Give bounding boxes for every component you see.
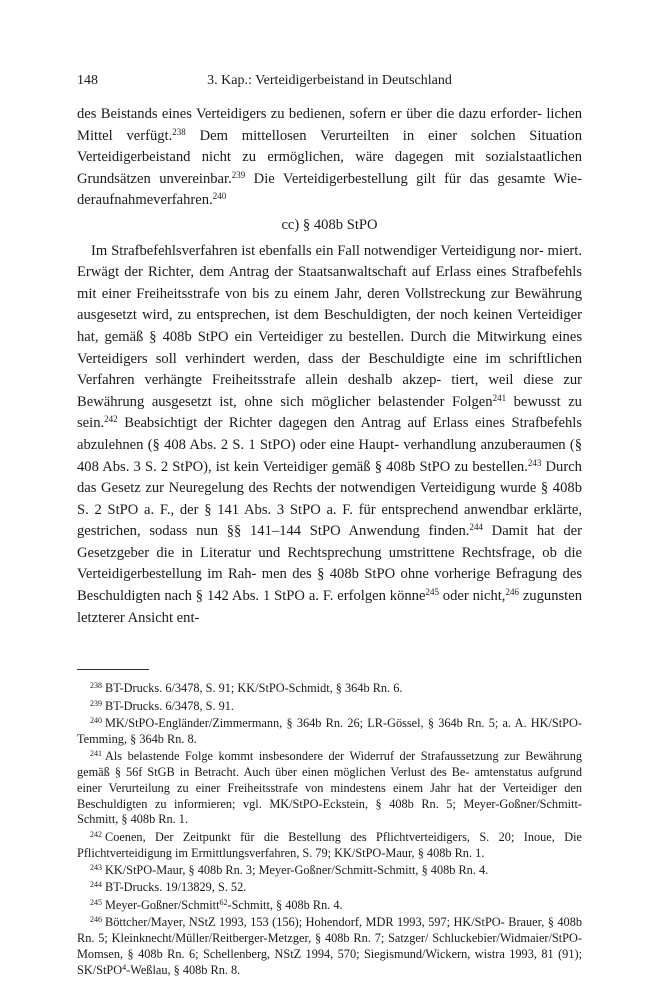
footnote-246: $^{246}$ Böttcher/Mayer, NStZ 1993, 153 (156); Hohendorf, MDR 1993, 597; HK/StPO- Brauer, § 408b Rn. 5; Kleinknecht/Müller/Reitberger-Metzger, § 408b Rn. 7; Satzger/ Schluckebier/Widmaier/StPO-Momsen, § 408b Rn. 6; Schellenberg, NStZ 1994, 570; Siegismund/Wickern, wistra 1993, 81 (91); SK/StPO$^4$-Weßlau, § 408b Rn. 8.: [77, 915, 582, 977]
edition-superscript: 62: [219, 897, 228, 907]
footnote-ref-240[interactable]: 240: [212, 191, 227, 202]
running-title: 3. Kap.: Verteidigerbeistand in Deutschland: [207, 73, 452, 88]
footnote-245: $^{245}$ Meyer-Goßner/Schmitt$^{62}$-Schmitt, § 408b Rn. 4.: [90, 897, 343, 912]
footnote-ref-241[interactable]: 241: [492, 392, 507, 403]
footnote-239: $^{239}$ BT-Drucks. 6/3478, S. 91.: [90, 698, 235, 713]
footnotes: [77, 681, 582, 978]
footnote-ref-239[interactable]: 239: [231, 169, 246, 180]
section-heading: cc) § 408b StPO: [281, 216, 378, 233]
footnote-number: 242: [90, 829, 102, 839]
footnote-ref-244[interactable]: 244: [469, 522, 483, 533]
page-number: 148: [77, 73, 98, 88]
footnote-242: $^{242}$ Coenen, Der Zeitpunkt für die Bestellung des Pflichtverteidigers, S. 20; Inoue, Die Pflichtverteidigung im Ermittlungsverfahren, S. 79; KK/StPO-Maur, § 408b Rn. 1.: [77, 829, 582, 860]
footnote-ref-246[interactable]: 246: [505, 587, 519, 598]
paragraph-1: des Beistands eines Verteidigers zu bedienen, sofern er über die dazu erforder- lichen Mittel verfügt.$^{238}$ Dem mittellosen Verurteilten in einer solchen Situation Verteidigerbeistand nicht zu ermöglichen, wäre dagegen mit sozialstaatlichen Grundsätzen unvereinbar.$^{239}$ Die Verteidigerbestellung gilt für das gesamte Wie- deraufnahmeverfahren.$^{240}$: [77, 106, 582, 209]
footnote-number: 243: [90, 862, 102, 872]
footnote-number: 240: [90, 716, 102, 726]
footnote-number: 238: [90, 681, 102, 691]
footnote-number: 246: [90, 915, 102, 925]
footnote-238: $^{238}$ BT-Drucks. 6/3478, S. 91; KK/StPO-Schmidt, § 364b Rn. 6.: [90, 681, 403, 696]
footnote-ref-243[interactable]: 243: [527, 457, 542, 468]
footnote-240: $^{240}$ MK/StPO-Engländer/Zimmermann, § 364b Rn. 26; LR-Gössel, § 364b Rn. 5; a. A. HK/StPO-Temming, § 364b Rn. 8.: [77, 716, 582, 746]
footnote-number: 241: [90, 749, 102, 759]
book-page: [77, 72, 582, 980]
footnote-separator: [77, 669, 149, 670]
paragraph-2: Im Strafbefehlsverfahren ist ebenfalls ein Fall notwendiger Verteidigung nor- miert. Erwägt der Richter, dem Antrag der Staatsanwaltschaft auf Erlass eines Strafbefehls mit einer Freiheitsstrafe von bis zu einem Jahr, deren Vollstreckung zur Bewährung ausgesetzt wird, zu entsprechen, ist dem Beschuldigten, der noch keinen Verteidiger hat, gemäß § 408b StPO ein Verteidiger zu bestellen. Durch die Mitwirkung eines Verteidigers soll verhindert werden, dass der Beschuldigte eine im schriftlichen Verfahren verhängte Freiheitsstrafe allein deshalb akzep- tiert, weil diese zur Bewährung ausgesetzt ist, ohne sich möglicher belastender Folgen$^{241}$ bewusst zu sein.$^{242}$ Beabsichtigt der Richter dagegen den Antrag auf Erlass eines Strafbefehls abzulehnen (§ 408 Abs. 2 S. 1 StPO) oder eine Haupt- verhandlung anzuberaumen (§ 408 Abs. 3 S. 2 StPO), ist kein Verteidiger gemäß § 408b StPO zu bestellen.$^{243}$ Durch das Gesetz zur Neuregelung des Rechts der notwendigen Verteidigung wurde § 408b S. 2 StPO a. F., der § 141 Abs. 3 StPO a. F. für entsprechend anwendbar erklärte, gestrichen, sodass nun §§ 141–144 StPO Anwendung finden.$^{244}$ Damit hat der Gesetzgeber die in Literatur und Rechtsprechung umstrittene Rechtsfrage, ob die Verteidigerbestellung im Rah- men des § 408b StPO ohne vorherige Befragung des Beschuldigten nach § 142 Abs. 1 StPO a. F. erfolgen könne$^{245}$ oder nicht,$^{246}$ zugunsten letzterer Ansicht ent-: [77, 242, 582, 626]
footnote-number: 245: [90, 897, 102, 907]
main-text: [77, 104, 582, 629]
page-header: [77, 72, 582, 90]
footnote-ref-245[interactable]: 245: [425, 587, 439, 598]
edition-superscript: 4: [122, 962, 127, 972]
footnote-243: $^{243}$ KK/StPO-Maur, § 408b Rn. 3; Meyer-Goßner/Schmitt-Schmitt, § 408b Rn. 4.: [90, 862, 489, 877]
footnote-number: 244: [90, 880, 102, 890]
footnote-244: $^{244}$ BT-Drucks. 19/13829, S. 52.: [90, 880, 247, 895]
footnote-ref-238[interactable]: 238: [172, 126, 186, 137]
footnote-number: 239: [90, 698, 102, 708]
footnote-241: $^{241}$ Als belastende Folge kommt insbesondere der Widerruf der Strafaussetzung zur Bewährung gemäß § 56f StGB in Betracht. Auch über einen möglichen Verlust des Be- amtenstatus aufgrund einer Verurteilung zu einer Freiheitsstrafe von mindestens einem Jahr hat der Verteidiger den Beschuldigten zu informieren; vgl. MK/StPO-Eckstein, § 408b Rn. 5; Meyer-Goßner/Schmitt-Schmitt, § 408b Rn. 1.: [77, 749, 582, 827]
footnote-ref-242[interactable]: 242: [104, 414, 118, 425]
